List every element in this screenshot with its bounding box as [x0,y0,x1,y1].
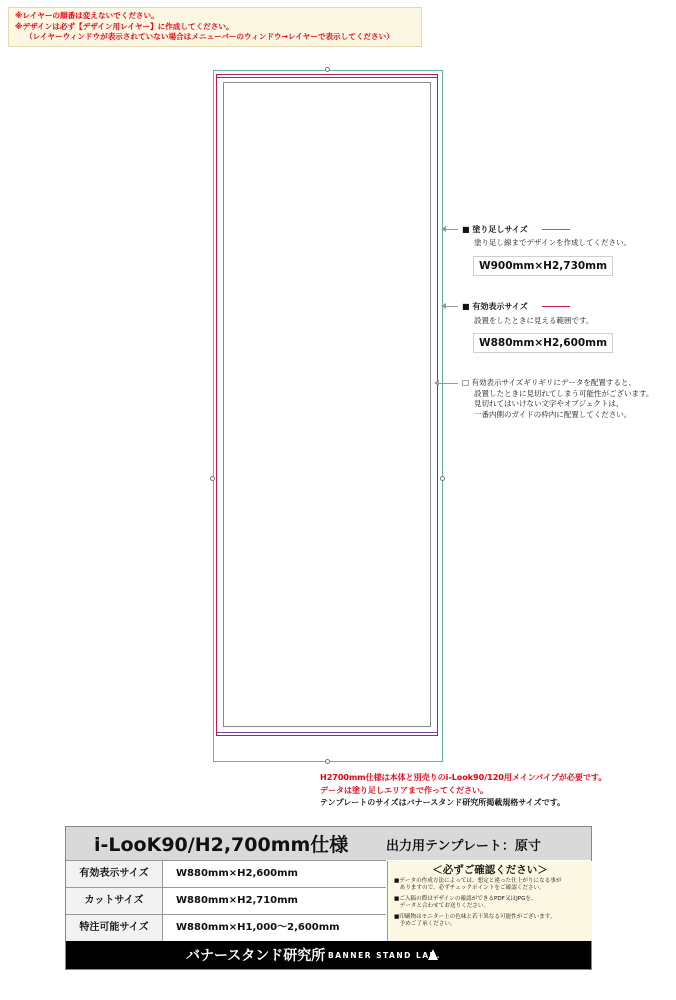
spec-header [66,827,591,860]
safe-note-line: 見切れてはいけない文字やオブジェクトは、 [474,399,624,408]
check-title: ＜必ずご確認ください＞ [432,864,548,876]
spec-row-label: 特注可能サイズ [66,915,163,941]
center-mark-bottom [325,759,330,764]
spec-title: i-LooK90/H2,700mm仕様 [94,834,349,856]
notice-line: ※レイヤーの順番は変えないでください。 [15,11,159,20]
safe-pointer-arrow [439,383,458,384]
bleed-size-title: ■ 塗り足しサイズ [462,225,528,234]
spec-row [66,860,386,887]
spec-row-label: カットサイズ [66,888,163,914]
check-item: 予めご了承ください。 [394,921,456,927]
note-pipe-required: H2700mm仕様は本体と別売りのi-Look90/120用メインパイプが必要です。 [320,773,607,782]
bleed-color-swatch [542,229,570,230]
display-size-title: ■ 有効表示サイズ [462,302,528,311]
check-notice-box [387,861,592,941]
stand-icon [428,949,438,960]
notice-line: ※デザインは必ず【デザイン用レイヤー】に作成してください。 [15,21,234,31]
layer-notice [8,7,422,47]
spec-row-label: 有効表示サイズ [66,861,163,887]
check-item: ■ご入稿の際はデザインの確認ができるPDF又はJPGを、 [394,896,537,902]
spec-row-value: W880mm×H2,710mm [176,895,298,906]
spec-row [66,914,386,941]
safe-note-line: □ 有効表示サイズギリギリにデータを配置すると、 [462,378,636,387]
safe-note-line: 設置したときに見切れてしまう可能性がございます。 [474,388,654,398]
display-size-value: W880mm×H2,600mm [473,333,613,353]
brand-lab: BANNER STAND LAB. [328,951,442,960]
notice-line: （レイヤーウィンドウが表示されていない場合はメニューバーのウィンドウ→レイヤーで表示してください） [25,32,394,41]
check-item: ありますので、必ずチェックポイントをご確認ください。 [394,885,545,891]
note-template-size: テンプレートのサイズはバナースタンド研究所掲載規格サイズです。 [320,798,565,807]
center-mark-left [210,476,215,481]
spec-subtitle: 出力用テンプレート：原寸 [386,839,541,854]
safe-area-note [462,378,653,420]
note-bleed-area: データは塗り足しエリアまで作ってください。 [320,785,488,795]
spec-row-value: W880mm×H2,600mm [176,868,298,879]
spec-table [65,826,592,970]
check-item: ■データの作成方法によっては、想定と違った仕上がりになる事が [394,878,562,884]
bleed-size-desc: 塗り足し線までデザインを作成してください。 [474,238,631,247]
brand-name: バナースタンド研究所 [186,948,326,964]
check-item: ■印刷物はモニター上の色味と若干異なる可能性がございます。 [394,914,556,920]
center-mark-top [325,67,330,72]
display-size-desc: 設置をしたときに見える範囲です。 [474,316,594,325]
bleed-pointer-arrow [446,229,458,230]
check-item: データと合わせてお送りください。 [394,903,490,909]
spec-row [66,887,386,914]
spec-row-value: W880mm×H1,000〜2,600mm [176,922,340,933]
brand-footer [66,941,591,969]
spec-notes [320,772,606,810]
safe-area-frame [223,82,431,727]
center-mark-right [440,476,445,481]
safe-note-line: 一番内側のガイドの枠内に配置してください。 [474,409,632,419]
display-color-swatch [542,306,570,307]
bleed-size-value: W900mm×H2,730mm [473,256,613,276]
display-pointer-arrow [446,306,458,307]
